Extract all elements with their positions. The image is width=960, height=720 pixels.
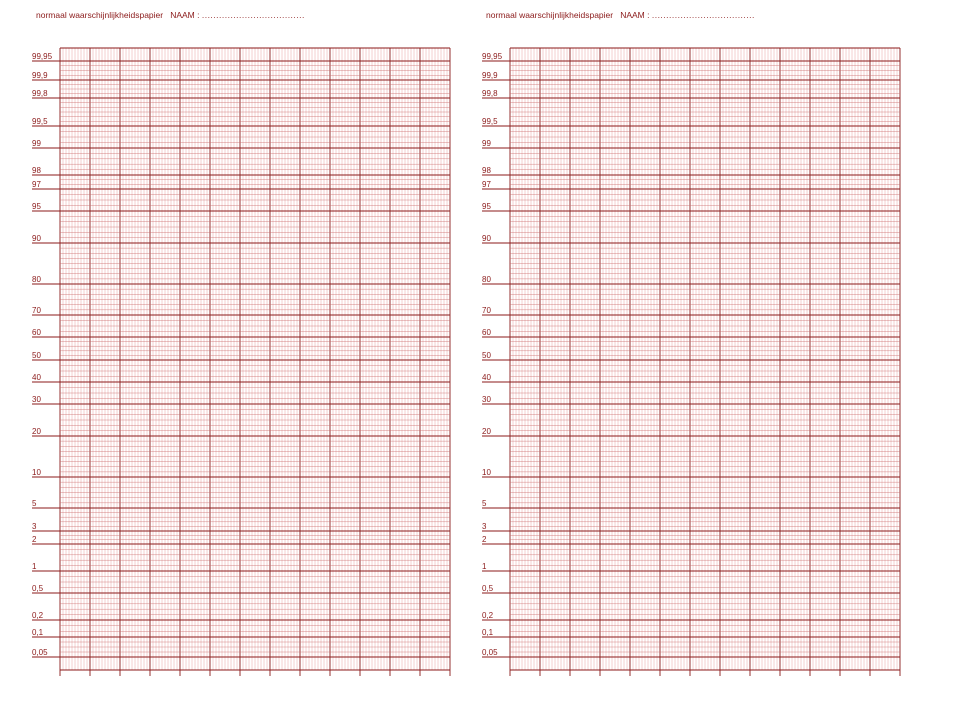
y-axis-label: 60 [32, 328, 41, 337]
y-axis-label: 60 [482, 328, 491, 337]
y-axis-label: 3 [482, 522, 487, 531]
y-axis-label: 0,2 [32, 611, 44, 620]
y-axis-label: 5 [32, 499, 37, 508]
y-axis-label: 99,95 [482, 52, 503, 61]
y-axis-label: 0,05 [32, 648, 48, 657]
y-axis-label: 97 [482, 180, 491, 189]
probability-grid [450, 0, 930, 720]
probability-sheet-right [450, 0, 930, 720]
y-axis-label: 99,5 [32, 117, 48, 126]
y-axis-label: 2 [482, 535, 487, 544]
y-axis-label: 20 [32, 427, 41, 436]
y-axis-label: 99,9 [32, 71, 48, 80]
y-axis-label: 90 [32, 234, 41, 243]
y-axis-label: 10 [482, 468, 491, 477]
y-axis-label: 95 [32, 202, 41, 211]
y-axis-label: 0,1 [482, 628, 494, 637]
y-axis-label: 98 [32, 166, 41, 175]
y-axis-label: 80 [32, 275, 41, 284]
y-axis-label: 99,8 [32, 89, 48, 98]
y-axis-label: 3 [32, 522, 37, 531]
y-axis-label: 5 [482, 499, 487, 508]
y-axis-label: 50 [482, 351, 491, 360]
y-axis-label: 0,05 [482, 648, 498, 657]
y-axis-label: 99,95 [32, 52, 53, 61]
y-axis-label: 10 [32, 468, 41, 477]
y-axis-label: 40 [482, 373, 491, 382]
sheet-title: normaal waarschijnlijkheidspapier [36, 10, 164, 20]
y-axis-label: 20 [482, 427, 491, 436]
y-axis-label: 30 [32, 395, 41, 404]
y-axis-label: 40 [32, 373, 41, 382]
y-axis-label: 99,5 [482, 117, 498, 126]
y-axis-label: 90 [482, 234, 491, 243]
name-field[interactable]: .................................... [201, 10, 305, 20]
y-axis-label: 50 [32, 351, 41, 360]
y-axis-label: 2 [32, 535, 37, 544]
y-axis-label: 99,9 [482, 71, 498, 80]
y-axis-label: 99 [482, 139, 491, 148]
name-label: NAAM : [170, 10, 200, 20]
y-axis-label: 0,5 [482, 584, 494, 593]
y-axis-label: 1 [32, 562, 37, 571]
y-axis-label: 0,5 [32, 584, 44, 593]
name-field[interactable]: .................................... [651, 10, 755, 20]
y-axis-label: 99,8 [482, 89, 498, 98]
y-axis-label: 0,2 [482, 611, 494, 620]
name-label: NAAM : [620, 10, 650, 20]
y-axis-label: 98 [482, 166, 491, 175]
y-axis-label: 30 [482, 395, 491, 404]
sheet-title: normaal waarschijnlijkheidspapier [486, 10, 614, 20]
y-axis-label: 70 [482, 306, 491, 315]
y-axis-label: 97 [32, 180, 41, 189]
y-axis-label: 80 [482, 275, 491, 284]
y-axis-label: 95 [482, 202, 491, 211]
y-axis-label: 1 [482, 562, 487, 571]
y-axis-label: 0,1 [32, 628, 44, 637]
y-axis-label: 99 [32, 139, 41, 148]
y-axis-label: 70 [32, 306, 41, 315]
